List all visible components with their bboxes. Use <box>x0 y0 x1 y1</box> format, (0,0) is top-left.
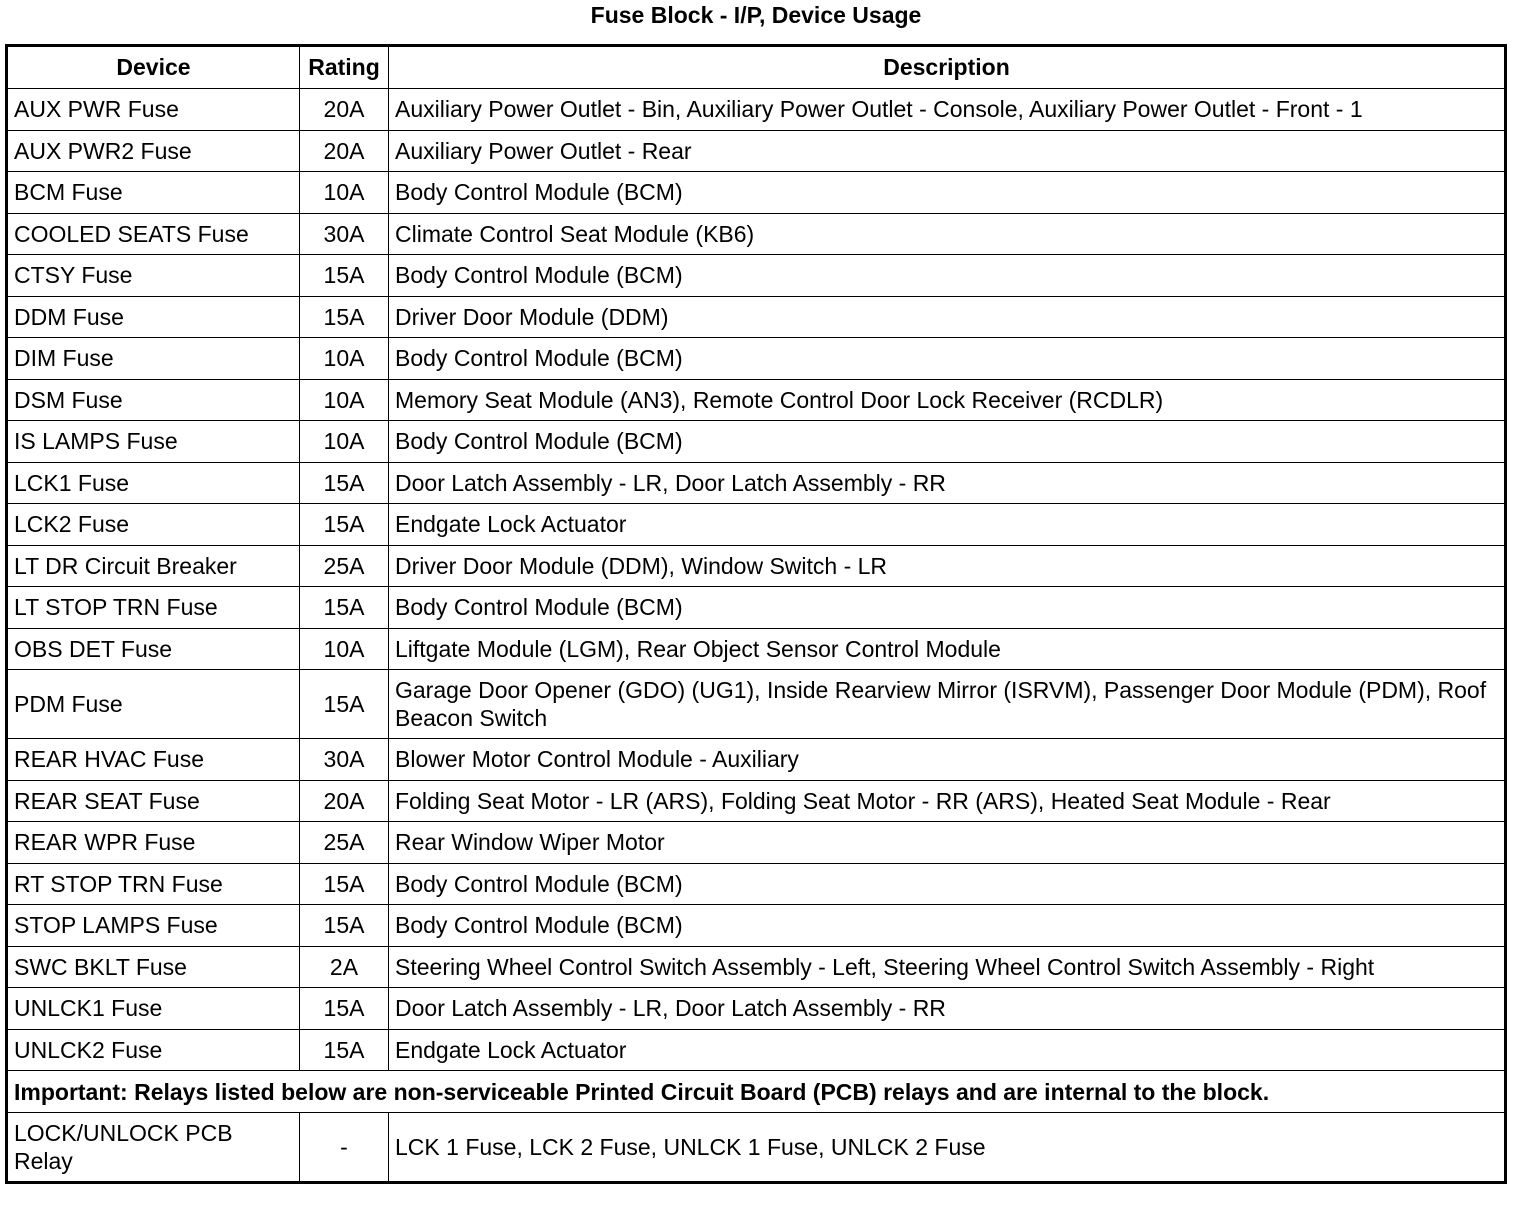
rating-cell: 30A <box>300 739 389 781</box>
table-row <box>7 946 1506 988</box>
description-cell: Garage Door Opener (GDO) (UG1), Inside Rearview Mirror (ISRVM), Passenger Door Module (PDM), Roof Beacon Switch <box>389 670 1506 739</box>
table-row <box>7 213 1506 255</box>
rating-cell: 15A <box>300 587 389 629</box>
description-cell: Door Latch Assembly - LR, Door Latch Assembly - RR <box>389 988 1506 1030</box>
device-cell: LCK1 Fuse <box>7 462 300 504</box>
table-row <box>7 822 1506 864</box>
page-title: Fuse Block - I/P, Device Usage <box>590 2 922 28</box>
device-cell: RT STOP TRN Fuse <box>7 863 300 905</box>
description-cell: Endgate Lock Actuator <box>389 1029 1506 1071</box>
rating-cell: 15A <box>300 255 389 297</box>
rating-cell: 15A <box>300 905 389 947</box>
rating-cell: 10A <box>300 628 389 670</box>
rating-cell: - <box>300 1113 389 1183</box>
table-row <box>7 587 1506 629</box>
note-row <box>7 1071 1506 1113</box>
device-cell: DIM Fuse <box>7 338 300 380</box>
table-row <box>7 1029 1506 1071</box>
device-cell: OBS DET Fuse <box>7 628 300 670</box>
description-cell: Blower Motor Control Module - Auxiliary <box>389 739 1506 781</box>
description-cell: Climate Control Seat Module (KB6) <box>389 213 1506 255</box>
rating-cell: 2A <box>300 946 389 988</box>
device-cell: LOCK/UNLOCK PCB Relay <box>7 1113 300 1183</box>
rating-cell: 15A <box>300 1029 389 1071</box>
table-row <box>7 255 1506 297</box>
description-cell: Rear Window Wiper Motor <box>389 822 1506 864</box>
device-cell: STOP LAMPS Fuse <box>7 905 300 947</box>
description-cell: Endgate Lock Actuator <box>389 504 1506 546</box>
rating-cell: 10A <box>300 379 389 421</box>
table-row <box>7 338 1506 380</box>
device-cell: AUX PWR2 Fuse <box>7 130 300 172</box>
device-cell: BCM Fuse <box>7 172 300 214</box>
rating-cell: 15A <box>300 863 389 905</box>
table-row <box>7 905 1506 947</box>
table-row <box>7 89 1506 131</box>
device-cell: IS LAMPS Fuse <box>7 421 300 463</box>
table-row <box>7 863 1506 905</box>
rating-cell: 15A <box>300 670 389 739</box>
description-cell: Body Control Module (BCM) <box>389 905 1506 947</box>
description-cell: Memory Seat Module (AN3), Remote Control Door Lock Receiver (RCDLR) <box>389 379 1506 421</box>
device-cell: UNLCK2 Fuse <box>7 1029 300 1071</box>
rating-cell: 20A <box>300 130 389 172</box>
description-cell: LCK 1 Fuse, LCK 2 Fuse, UNLCK 1 Fuse, UNLCK 2 Fuse <box>389 1113 1506 1183</box>
table-row <box>7 504 1506 546</box>
device-header: Device <box>7 46 300 89</box>
description-cell: Body Control Module (BCM) <box>389 338 1506 380</box>
rating-header: Rating <box>300 46 389 89</box>
device-cell: DSM Fuse <box>7 379 300 421</box>
description-cell: Liftgate Module (LGM), Rear Object Sensor Control Module <box>389 628 1506 670</box>
header-row <box>7 46 1506 89</box>
table-row <box>7 780 1506 822</box>
important-note: Important: Relays listed below are non-serviceable Printed Circuit Board (PCB) relays and are internal to the block. <box>7 1071 1506 1113</box>
description-cell: Driver Door Module (DDM), Window Switch - LR <box>389 545 1506 587</box>
device-cell: REAR SEAT Fuse <box>7 780 300 822</box>
device-cell: SWC BKLT Fuse <box>7 946 300 988</box>
rating-cell: 15A <box>300 988 389 1030</box>
rating-cell: 10A <box>300 172 389 214</box>
table-row <box>7 988 1506 1030</box>
table-row <box>7 421 1506 463</box>
description-cell: Door Latch Assembly - LR, Door Latch Assembly - RR <box>389 462 1506 504</box>
rating-cell: 15A <box>300 504 389 546</box>
table-row <box>7 1113 1506 1183</box>
device-cell: LCK2 Fuse <box>7 504 300 546</box>
table-row <box>7 296 1506 338</box>
description-cell: Folding Seat Motor - LR (ARS), Folding Seat Motor - RR (ARS), Heated Seat Module - Rear <box>389 780 1506 822</box>
table-row <box>7 462 1506 504</box>
rating-cell: 20A <box>300 780 389 822</box>
fuse-table <box>5 44 1507 1184</box>
device-cell: CTSY Fuse <box>7 255 300 297</box>
description-cell: Body Control Module (BCM) <box>389 255 1506 297</box>
rating-cell: 10A <box>300 338 389 380</box>
table-row <box>7 379 1506 421</box>
table-row <box>7 172 1506 214</box>
rating-cell: 25A <box>300 822 389 864</box>
device-cell: REAR HVAC Fuse <box>7 739 300 781</box>
table-row <box>7 545 1506 587</box>
device-cell: REAR WPR Fuse <box>7 822 300 864</box>
device-cell: LT DR Circuit Breaker <box>7 545 300 587</box>
device-cell: DDM Fuse <box>7 296 300 338</box>
description-cell: Driver Door Module (DDM) <box>389 296 1506 338</box>
description-cell: Auxiliary Power Outlet - Bin, Auxiliary Power Outlet - Console, Auxiliary Power Outlet - Front - 1 <box>389 89 1506 131</box>
description-cell: Steering Wheel Control Switch Assembly - Left, Steering Wheel Control Switch Assembly - Right <box>389 946 1506 988</box>
rating-cell: 10A <box>300 421 389 463</box>
description-header: Description <box>389 46 1506 89</box>
device-cell: UNLCK1 Fuse <box>7 988 300 1030</box>
rating-cell: 15A <box>300 296 389 338</box>
device-cell: AUX PWR Fuse <box>7 89 300 131</box>
table-row <box>7 739 1506 781</box>
description-cell: Body Control Module (BCM) <box>389 172 1506 214</box>
description-cell: Body Control Module (BCM) <box>389 421 1506 463</box>
rating-cell: 30A <box>300 213 389 255</box>
description-cell: Body Control Module (BCM) <box>389 587 1506 629</box>
rating-cell: 25A <box>300 545 389 587</box>
table-row <box>7 628 1506 670</box>
device-cell: PDM Fuse <box>7 670 300 739</box>
device-cell: COOLED SEATS Fuse <box>7 213 300 255</box>
table-row <box>7 130 1506 172</box>
description-cell: Auxiliary Power Outlet - Rear <box>389 130 1506 172</box>
device-cell: LT STOP TRN Fuse <box>7 587 300 629</box>
table-row <box>7 670 1506 739</box>
description-cell: Body Control Module (BCM) <box>389 863 1506 905</box>
rating-cell: 15A <box>300 462 389 504</box>
rating-cell: 20A <box>300 89 389 131</box>
table-body <box>7 89 1506 1183</box>
